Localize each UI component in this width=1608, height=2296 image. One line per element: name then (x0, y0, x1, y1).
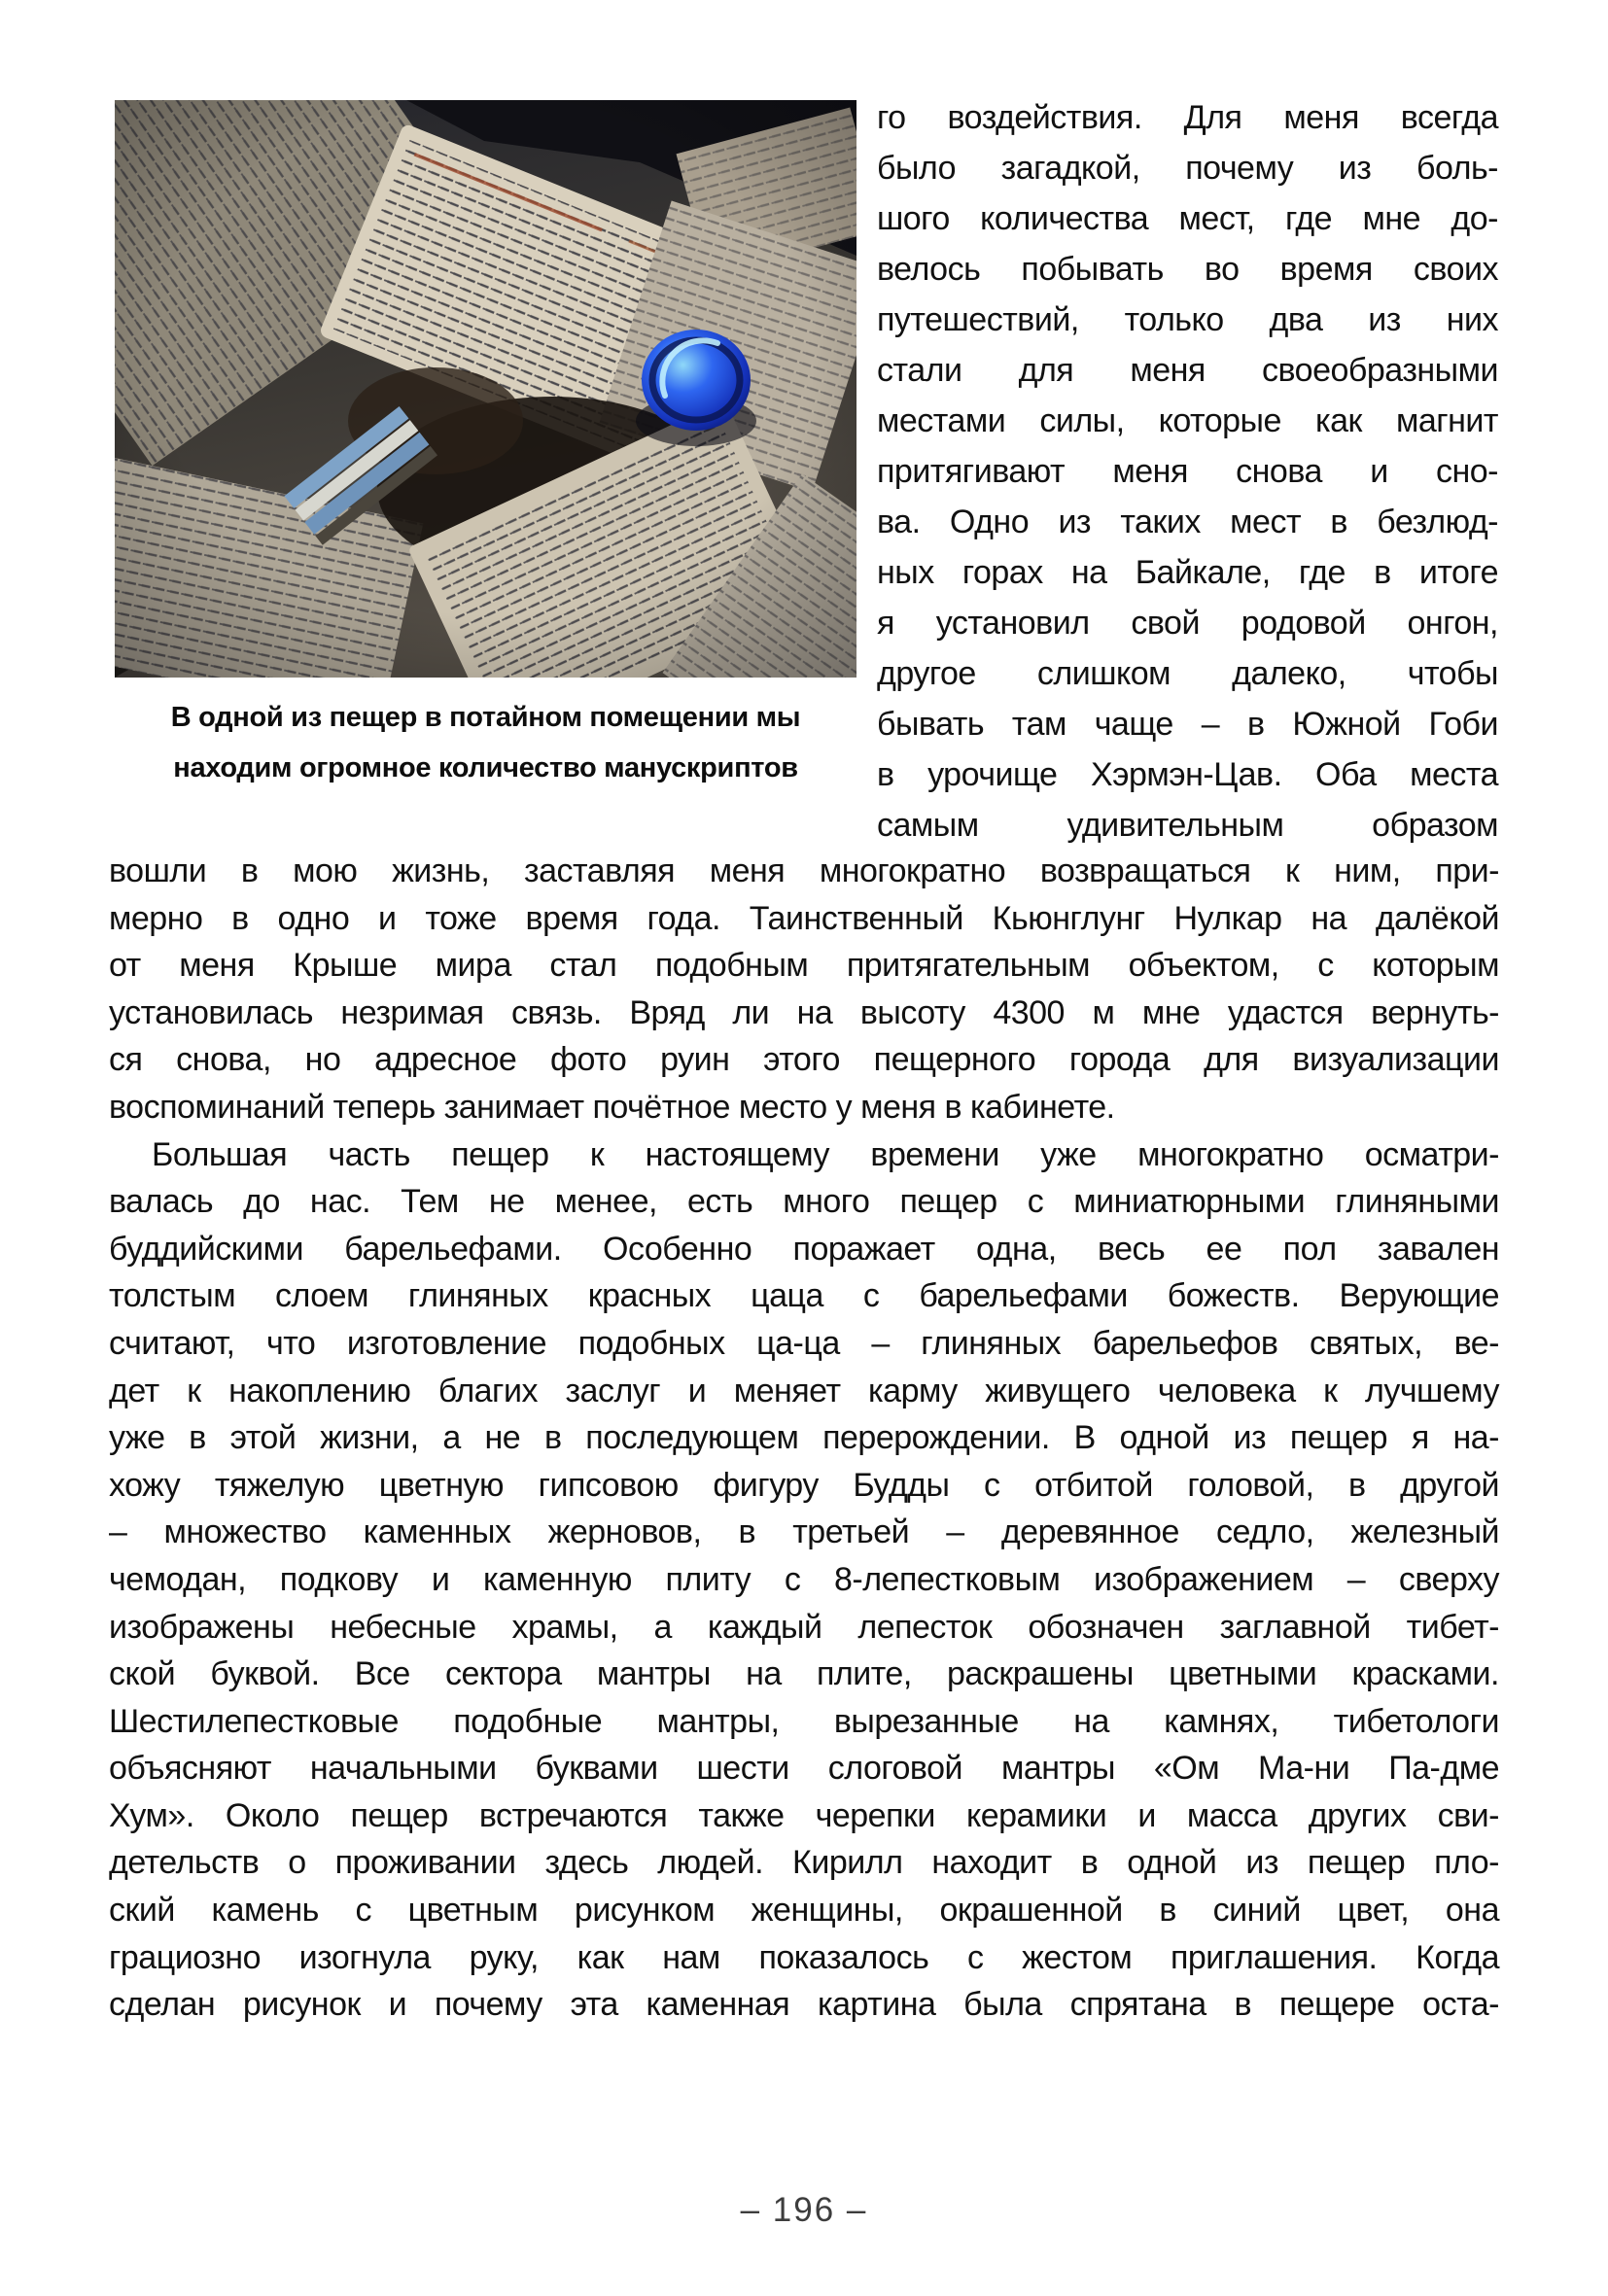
text-line: вошли в мою жизнь, заставляя меня многократно возвращаться к ним, при- (109, 852, 1499, 889)
text-line: изображены небесные храмы, а каждый лепесток обозначен заглавной тибет- (109, 1608, 1499, 1646)
text-line: Хум». Около пещер встречаются также черепки керамики и масса других сви- (109, 1796, 1499, 1834)
text-line: ва. Одно из таких мест в безлюд- (877, 504, 1498, 540)
text-line: ных горах на Байкале, где в итоге (877, 554, 1498, 591)
text-line: притягивают меня снова и сно- (877, 453, 1498, 490)
text-line: го воздействия. Для меня всегда (877, 99, 1498, 136)
text-line: было загадкой, почему из боль- (877, 150, 1498, 187)
right-text-column (877, 92, 1498, 851)
text-line: я установил свой родовой онгон, (877, 605, 1498, 642)
text-line: от меня Крыше мира стал подобным притягательным объектом, с которым (109, 947, 1499, 985)
text-line: стали для меня своеобразными (877, 352, 1498, 389)
figure-caption (115, 692, 856, 793)
text-line: ской буквой. Все сектора мантры на плите, раскрашены цветными красками. (109, 1655, 1499, 1693)
main-text-block (109, 848, 1499, 2029)
text-line: – множество каменных жерновов, в третьей – деревянное седло, железный (109, 1513, 1499, 1551)
text-line: грациозно изогнула руку, как нам показалось с жестом приглашения. Когда (109, 1938, 1499, 1976)
text-line: сделан рисунок и почему эта каменная картина была спрятана в пещере оста- (109, 1986, 1499, 2024)
text-line: велось побывать во время своих (877, 251, 1498, 288)
text-line: мерно в одно и тоже время года. Таинственный Кьюнглунг Нулкар на далёкой (109, 899, 1499, 937)
text-line: валась до нас. Тем не менее, есть много пещер с миниатюрными глиняными (109, 1183, 1499, 1221)
page-number: – 196 – (740, 2191, 868, 2229)
text-line: дет к накоплению благих заслуг и меняет карму живущего человека к лучшему (109, 1372, 1499, 1409)
text-line: путешествий, только два из них (877, 301, 1498, 338)
text-line: местами силы, которые как магнит (877, 402, 1498, 439)
text-line: хожу тяжелую цветную гипсовою фигуру Будды с отбитой головой, в другой (109, 1466, 1499, 1504)
figure-caption-line-2: находим огромное количество манускриптов (173, 752, 798, 783)
text-line: ся снова, но адресное фото руин этого пещерного города для визуализации (109, 1041, 1499, 1079)
text-line: буддийскими барельефами. Особенно поражает одна, весь ее пол завален (109, 1230, 1499, 1268)
text-line: воспоминаний теперь занимает почётное место у меня в кабинете. (109, 1088, 1115, 1126)
figure-caption-line-1: В одной из пещер в потайном помещении мы (170, 702, 801, 733)
text-line: уже в этой жизни, а не в последующем перерождении. В одной из пещер я на- (109, 1419, 1499, 1457)
text-line: самым удивительным образом (877, 807, 1498, 844)
text-line: Шестилепестковые подобные мантры, вырезанные на камнях, тибетологи (109, 1702, 1499, 1740)
text-line: считают, что изготовление подобных ца-ца – глиняных барельефов святых, ве- (109, 1324, 1499, 1362)
text-line: чемодан, подкову и каменную плиту с 8-лепестковым изображением – сверху (109, 1560, 1499, 1598)
text-line: установилась незримая связь. Вряд ли на высоту 4300 м мне удастся вернуть- (109, 993, 1499, 1031)
text-line: в урочище Хэрмэн-Цав. Оба места (877, 756, 1498, 793)
text-line: бывать там чаще – в Южной Гоби (877, 706, 1498, 743)
text-line: другое слишком далеко, чтобы (877, 655, 1498, 692)
figure (115, 100, 856, 678)
cave-manuscripts-photo (115, 100, 856, 678)
text-line: шого количества мест, где мне до- (877, 200, 1498, 237)
text-line: Большая часть пещер к настоящему времени уже многократно осматри- (152, 1135, 1499, 1173)
text-line: детельств о проживании здесь людей. Кирилл находит в одной из пещер пло- (109, 1844, 1499, 1882)
text-line: толстым слоем глиняных красных цаца с барельефами божеств. Верующие (109, 1277, 1499, 1315)
text-line: ский камень с цветным рисунком женщины, окрашенной в синий цвет, она (109, 1892, 1499, 1930)
text-line: объясняют начальными буквами шести слоговой мантры «Ом Ма-ни Па-дме (109, 1750, 1499, 1788)
